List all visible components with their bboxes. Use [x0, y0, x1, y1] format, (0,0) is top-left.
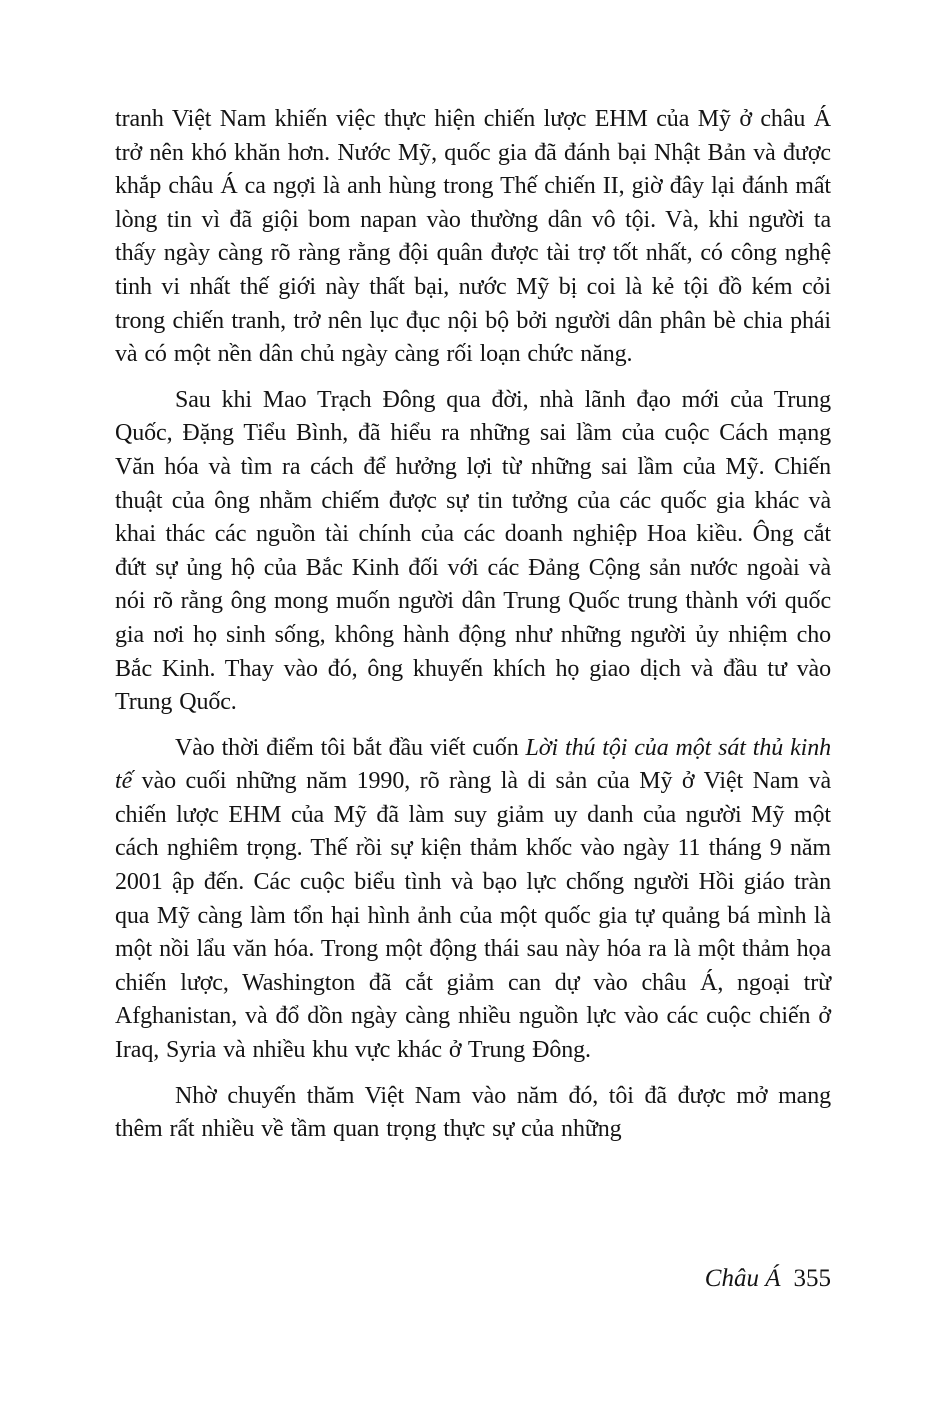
- paragraph-text: tranh Việt Nam khiến việc thực hiện chiến lược EHM của Mỹ ở châu Á trở nên khó khăn hơn. Nước Mỹ, quốc gia đã đánh bại Nhật Bản và được khắp châu Á ca ngợi là anh hùng trong Thế chiến II, giờ đây lại đánh mất lòng tin vì đã giội bom napan vào thường dân vô tội. Và, khi người ta thấy ngày càng rõ ràng rằng đội quân được tài trợ tốt nhất, có công nghệ tinh vi nhất thế giới này thất bại, nước Mỹ bị coi là kẻ tội đồ kém cỏi trong chiến tranh, trở nên lục đục nội bộ bởi người dân phân bè chia phái và có một nền dân chủ ngày càng rối loạn chức năng.: [115, 106, 831, 368]
- page-number: 355: [793, 1265, 831, 1292]
- paragraph-text: vào cuối những năm 1990, rõ ràng là di sản của Mỹ ở Việt Nam và chiến lược EHM của Mỹ đã làm suy giảm uy danh của người Mỹ một cách nghiêm trọng. Thế rồi sự kiện thảm khốc vào ngày 11 tháng 9 năm 2001 ập đến. Các cuộc biểu tình và bạo lực chống người Hồi giáo tràn qua Mỹ càng làm tổn hại hình ảnh của một quốc gia tự quảng bá mình là một nồi lẩu văn hóa. Trong một động thái sau này hóa ra là một thảm họa chiến lược, Washington đã cắt giảm can dự vào châu Á, ngoại trừ Afghanistan, và đổ dồn ngày càng nhiều nguồn lực vào các cuộc chiến ở Iraq, Syria và nhiều khu vực khác ở Trung Đông.: [115, 768, 831, 1064]
- paragraph-text: Vào thời điểm tôi bắt đầu viết cuốn: [175, 734, 526, 761]
- paragraph: [115, 103, 831, 372]
- paragraph: [115, 732, 831, 1068]
- paragraph-text: Sau khi Mao Trạch Đông qua đời, nhà lãnh đạo mới của Trung Quốc, Đặng Tiểu Bình, đã hiểu ra những sai lầm của cuộc Cách mạng Văn hóa và tìm ra cách để hưởng lợi từ những sai lầm của Mỹ. Chiến thuật của ông nhằm chiếm được sự tin tưởng của các quốc gia khác và khai thác các nguồn tài chính của các doanh nghiệp Hoa kiều. Ông cắt đứt sự ủng hộ của Bắc Kinh đối với các Đảng Cộng sản nước ngoài và nói rõ rằng ông mong muốn người dân Trung Quốc trung thành với quốc gia nơi họ sinh sống, không hành động như những người ủy nhiệm cho Bắc Kinh. Thay vào đó, ông khuyến khích họ giao dịch và đầu tư vào Trung Quốc.: [115, 386, 831, 716]
- body-text: [115, 103, 831, 1159]
- paragraph-text: Nhờ chuyến thăm Việt Nam vào năm đó, tôi đã được mở mang thêm rất nhiều về tầm quan trọng thực sự của những: [115, 1082, 831, 1143]
- page-footer: [115, 1263, 831, 1295]
- paragraph: [115, 384, 831, 720]
- paragraph: [115, 1080, 831, 1147]
- book-title-italic: Lời thú tội của một sát thủ kinh tế: [115, 734, 831, 795]
- running-head: Châu Á: [704, 1265, 781, 1292]
